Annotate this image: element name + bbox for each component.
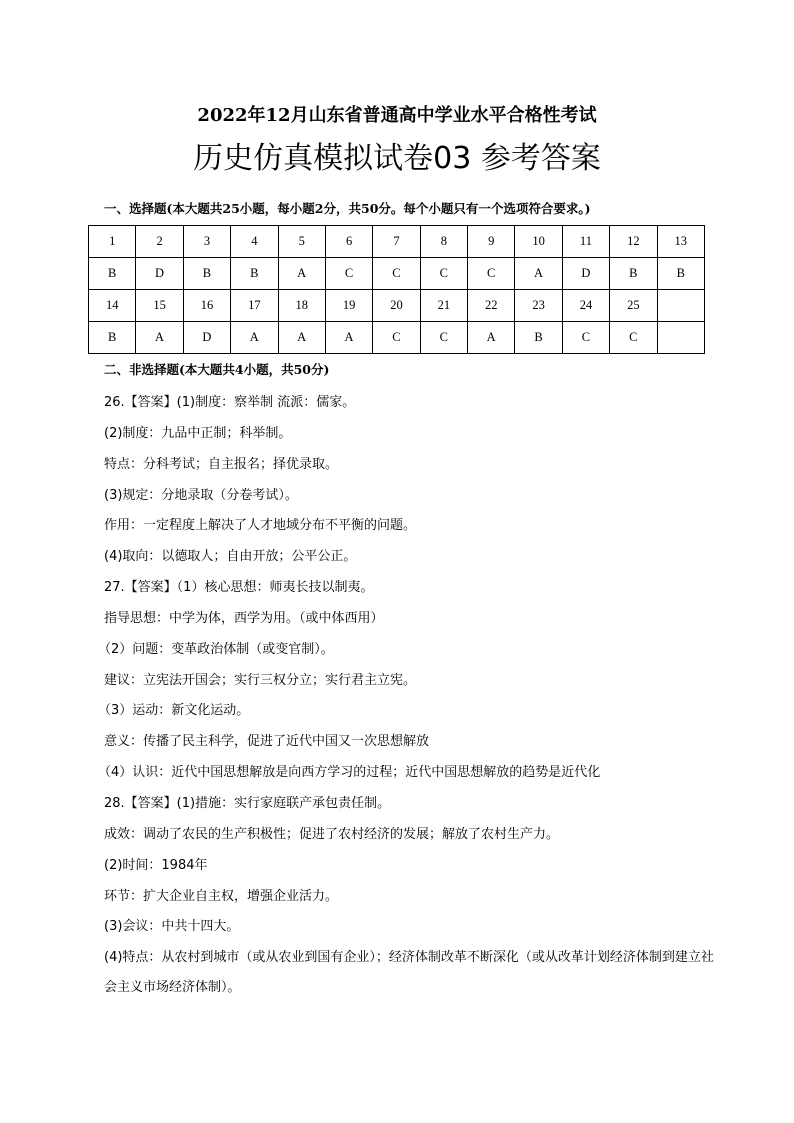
table-cell: 2 bbox=[136, 226, 183, 258]
table-cell: B bbox=[231, 258, 278, 290]
answer-line: 作用：一定程度上解决了人才地域分布不平衡的问题。 bbox=[104, 518, 417, 534]
table-cell: 8 bbox=[420, 226, 467, 258]
table-cell: B bbox=[657, 258, 705, 290]
answer-line: 环节：扩大企业自主权，增强企业活力。 bbox=[104, 888, 339, 904]
table-cell: 5 bbox=[278, 226, 325, 258]
table-cell: 11 bbox=[562, 226, 609, 258]
answer-line: (2)时间：1984年 bbox=[104, 857, 208, 873]
table-cell: 18 bbox=[278, 290, 325, 322]
table-cell: 7 bbox=[373, 226, 420, 258]
table-cell bbox=[657, 322, 705, 354]
section1-heading: 一、选择题(本大题共25小题，每小题2分，共50分。每个小题只有一个选项符合要求。) bbox=[104, 201, 591, 216]
answer-line: 成效：调动了农民的生产积极性；促进了农村经济的发展；解放了农村生产力。 bbox=[104, 826, 560, 842]
table-cell: 23 bbox=[515, 290, 562, 322]
table-cell: D bbox=[136, 258, 183, 290]
answer-line: 28.【答案】(1)措施：实行家庭联产承包责任制。 bbox=[104, 795, 391, 811]
answer-table bbox=[88, 225, 705, 354]
table-cell: B bbox=[610, 258, 657, 290]
table-cell: C bbox=[468, 258, 515, 290]
table-cell: 14 bbox=[89, 290, 136, 322]
table-cell: 12 bbox=[610, 226, 657, 258]
table-cell: D bbox=[183, 322, 230, 354]
table-cell: C bbox=[373, 322, 420, 354]
answer-line: 会主义市场经济体制）。 bbox=[104, 980, 241, 996]
table-cell: 20 bbox=[373, 290, 420, 322]
question-number-row bbox=[89, 290, 705, 322]
table-cell: A bbox=[515, 258, 562, 290]
table-cell: C bbox=[610, 322, 657, 354]
table-cell: B bbox=[515, 322, 562, 354]
table-cell: B bbox=[89, 258, 136, 290]
answer-line: (3)会议：中共十四大。 bbox=[104, 919, 240, 935]
table-cell: 6 bbox=[325, 226, 372, 258]
table-cell: 1 bbox=[89, 226, 136, 258]
answer-line: （2）问题：变革政治体制（或变官制）。 bbox=[98, 641, 334, 657]
table-cell: 21 bbox=[420, 290, 467, 322]
question-number-row bbox=[89, 226, 705, 258]
answer-line: (4)取向：以德取人；自由开放；公平公正。 bbox=[104, 549, 357, 565]
table-cell: 24 bbox=[562, 290, 609, 322]
table-cell: 22 bbox=[468, 290, 515, 322]
table-cell: 17 bbox=[231, 290, 278, 322]
answer-text-block bbox=[98, 392, 714, 1007]
section2-heading: 二、非选择题(本大题共4小题，共50分) bbox=[104, 362, 330, 377]
table-cell: A bbox=[468, 322, 515, 354]
table-cell: A bbox=[136, 322, 183, 354]
answer-line: 27.【答案】（1）核心思想：师夷长技以制夷。 bbox=[104, 580, 374, 596]
table-cell bbox=[657, 290, 705, 322]
table-cell: B bbox=[89, 322, 136, 354]
answer-line: （3）运动：新文化运动。 bbox=[98, 703, 250, 719]
table-cell: 9 bbox=[468, 226, 515, 258]
table-cell: C bbox=[420, 258, 467, 290]
table-cell: A bbox=[231, 322, 278, 354]
table-cell: 10 bbox=[515, 226, 562, 258]
answer-line: (2)制度：九品中正制；科举制。 bbox=[104, 425, 292, 441]
answer-line: 建议：立宪法开国会；实行三权分立；实行君主立宪。 bbox=[104, 672, 417, 688]
table-cell: 3 bbox=[183, 226, 230, 258]
answer-line: 26.【答案】(1)制度：察举制 流派：儒家。 bbox=[104, 395, 356, 410]
table-cell: D bbox=[562, 258, 609, 290]
table-cell: C bbox=[325, 258, 372, 290]
table-cell: C bbox=[420, 322, 467, 354]
table-cell: 4 bbox=[231, 226, 278, 258]
answer-line: 特点：分科考试；自主报名；择优录取。 bbox=[104, 456, 339, 472]
table-cell: B bbox=[183, 258, 230, 290]
answer-line: (3)规定：分地录取（分卷考试）。 bbox=[104, 487, 298, 503]
answer-line: （4）认识：近代中国思想解放是向西方学习的过程；近代中国思想解放的趋势是近代化 bbox=[98, 765, 601, 781]
table-cell: 15 bbox=[136, 290, 183, 322]
table-cell: A bbox=[278, 258, 325, 290]
exam-title: 2022年12月山东省普通高中学业水平合格性考试 bbox=[197, 105, 597, 126]
answer-line: 意义：传播了民主科学，促进了近代中国又一次思想解放 bbox=[104, 734, 430, 750]
table-cell: A bbox=[278, 322, 325, 354]
answer-line: (4)特点：从农村到城市（或从农业到国有企业）；经济体制改革不断深化（或从改革计划经济体制到建立社 bbox=[104, 950, 714, 966]
table-cell: C bbox=[562, 322, 609, 354]
table-cell: 16 bbox=[183, 290, 230, 322]
table-cell: C bbox=[373, 258, 420, 290]
table-cell: 25 bbox=[610, 290, 657, 322]
answer-key-title: 历史仿真模拟试卷03 参考答案 bbox=[193, 141, 601, 176]
table-cell: 19 bbox=[325, 290, 372, 322]
table-cell: 13 bbox=[657, 226, 705, 258]
answer-row bbox=[89, 258, 705, 290]
table-cell: A bbox=[325, 322, 372, 354]
answer-line: 指导思想：中学为体，西学为用。（或中体西用） bbox=[104, 610, 384, 626]
answer-row bbox=[89, 322, 705, 354]
